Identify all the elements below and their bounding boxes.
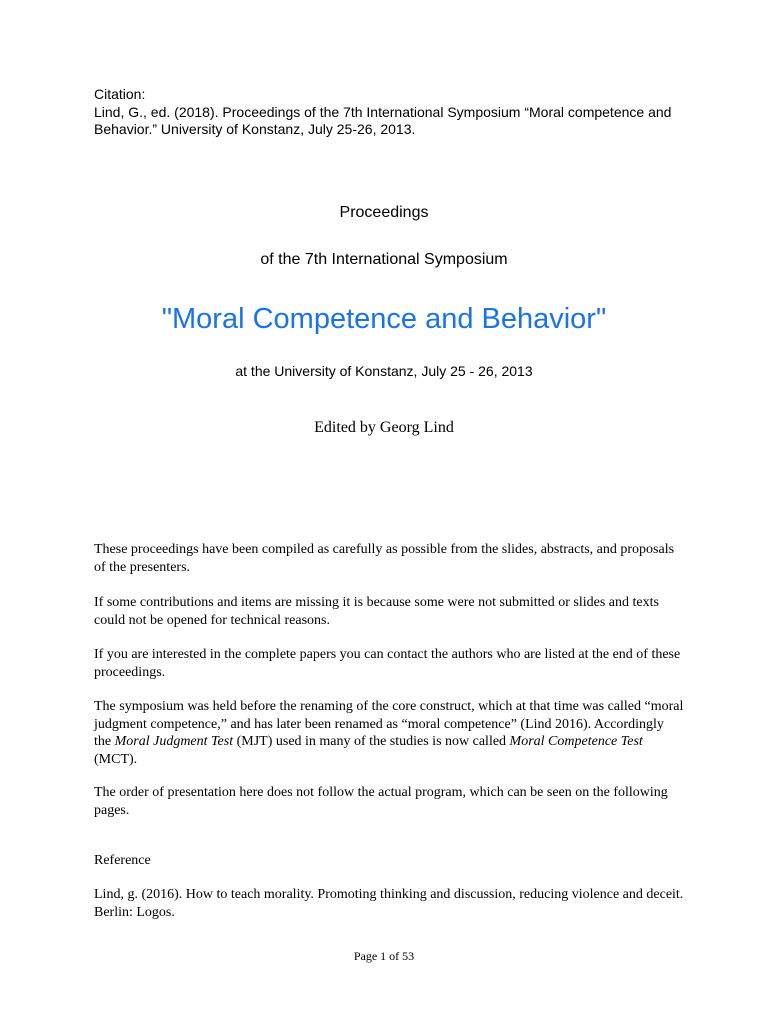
editor-line: Edited by Georg Lind bbox=[314, 419, 454, 436]
reference-heading: Reference bbox=[94, 853, 151, 868]
paragraph-compiled: These proceedings have been compiled as carefully as possible from the slides, abstracts, and proposals of the presenters. bbox=[94, 542, 675, 575]
citation-text: Lind, G., ed. (2018). Proceedings of the 7th International Symposium “Moral competence and Behavior.” University of Konstanz, July 25-26, 2013. bbox=[94, 103, 672, 137]
symposium-title: "Moral Competence and Behavior" bbox=[161, 303, 607, 335]
renaming-text-b: (MJT) used in many of the studies is now called bbox=[233, 734, 510, 749]
venue-line: at the University of Konstanz, July 25 - 26, 2013 bbox=[235, 363, 533, 379]
mct-term: Moral Competence Test bbox=[509, 734, 643, 749]
page-number: Page 1 of 53 bbox=[353, 949, 415, 963]
mjt-term: Moral Judgment Test bbox=[114, 734, 234, 749]
reference-entry: Lind, g. (2016). How to teach morality. Promoting thinking and discussion, reducing violence and deceit. Berlin: Logos. bbox=[94, 887, 684, 920]
paragraph-contact: If you are interested in the complete papers you can contact the authors who are listed at the end of these proceedings. bbox=[94, 647, 681, 680]
paragraph-missing: If some contributions and items are missing it is because some were not submitted or slides and texts could not be opened for technical reasons. bbox=[94, 595, 659, 628]
paragraph-renaming bbox=[94, 698, 684, 768]
citation-label: Citation: bbox=[94, 86, 146, 102]
renaming-text-c: (MCT). bbox=[94, 751, 138, 767]
renaming-text-a: The symposium was held before the renaming of the core construct, which at that time was called “moral judgment competence,” and has later been renamed as “moral competence” (Lind 2016). Accordingly the bbox=[94, 699, 684, 749]
symposium-subheading: of the 7th International Symposium bbox=[260, 251, 508, 268]
citation-block bbox=[94, 86, 684, 139]
proceedings-heading: Proceedings bbox=[339, 204, 429, 221]
paragraph-order: The order of presentation here does not follow the actual program, which can be seen on the following pages. bbox=[94, 785, 668, 818]
